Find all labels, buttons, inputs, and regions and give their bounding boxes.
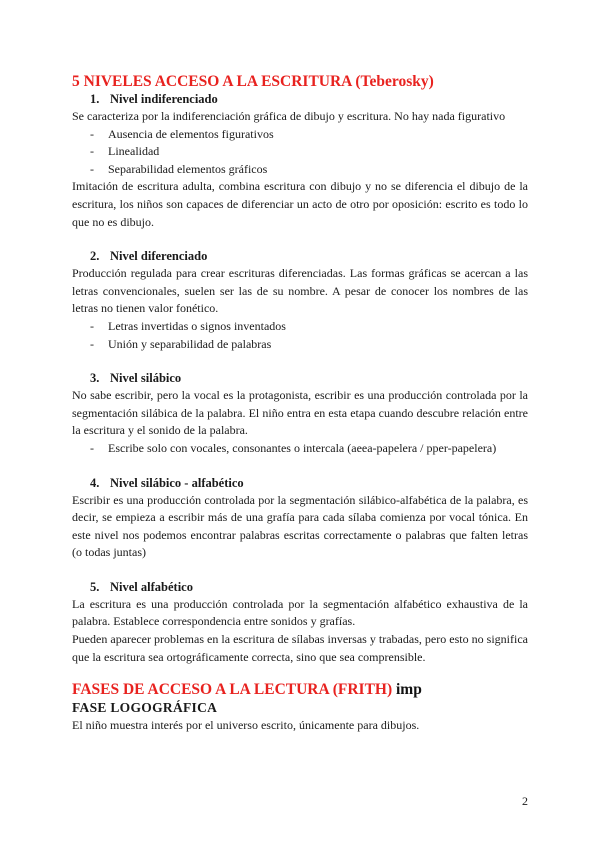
list-item: - Escribe solo con vocales, consonantes o intercala (aeea-papelera / pper-papelera): [90, 440, 497, 455]
level-1-intro: Se caracteriza por la indiferenciación gráfica de dibujo y escritura. No hay nada figurativo: [72, 109, 506, 123]
list-item: - Ausencia de elementos figurativos: [90, 126, 274, 141]
level-1-outro: Imitación de escritura adulta, combina escritura con dibujo y no se diferencia el dibujo de la escritura, los niños son capaces de diferenciar un acto de otro por oposición: escrito es todo lo que no es dibujo.: [72, 179, 528, 229]
level-5-outro: Pueden aparecer problemas en la escritura de sílabas inversas y trabadas, pero esto no significa que la escritura sea ortográficamente correcta, sino que sea comprensible.: [72, 632, 528, 664]
document-page: [72, 72, 528, 735]
level-1-list: [72, 126, 528, 179]
list-item: - Separabilidad elementos gráficos: [90, 161, 268, 176]
heading-fases: FASES DE ACCESO A LA LECTURA (FRITH) imp: [72, 681, 422, 699]
level-2-intro: Producción regulada para crear escrituras diferenciadas. Las formas gráficas se acercan a las letras convencionales, suelen ser las de su nombre. A pesar de conocer los nombres de las letras no tienen valor fonético.: [72, 266, 528, 316]
level-1-heading: 1. Nivel indiferenciado: [90, 92, 218, 106]
level-3-heading: 3. Nivel silábico: [90, 371, 182, 386]
list-item: - Linealidad: [90, 144, 160, 159]
fase-logografica-text: El niño muestra interés por el universo escrito, únicamente para dibujos.: [72, 718, 420, 733]
level-4-heading: 4. Nivel silábico - alfabético: [90, 475, 244, 490]
page-number: 2: [522, 794, 528, 808]
subheading-fase-logografica: FASE LOGOGRÁFICA: [72, 700, 218, 716]
level-3-intro: No sabe escribir, pero la vocal es la protagonista, escribir es una producción controlada por la segmentación silábica de la palabra. El niño entra en esta etapa cuando descubre relación entre la escritura y el sonido de la palabra.: [72, 388, 528, 438]
level-2-heading: 2. Nivel diferenciado: [90, 249, 208, 264]
level-2-list: [72, 318, 528, 353]
heading-niveles: 5 NIVELES ACCESO A LA ESCRITURA (Teberosky): [72, 73, 434, 90]
level-5-heading: 5. Nivel alfabético: [90, 579, 193, 594]
list-item: - Unión y separabilidad de palabras: [90, 336, 272, 351]
level-3-list: [72, 440, 528, 458]
level-5-intro: La escritura es una producción controlada por la segmentación alfabético exhaustiva de la palabra. Establece correspondencia entre sonidos y grafías.: [72, 596, 528, 629]
level-4-intro: Escribir es una producción controlada por la segmentación silábico-alfabética de la palabra, es decir, se empieza a escribir más de una grafía para cada sílaba comienza por vocal tónica. En este nivel nos podemos encontrar palabras escritas correctamente o palabras que falten letras (o todas juntas): [72, 492, 528, 560]
list-item: - Letras invertidas o signos inventados: [90, 318, 286, 333]
